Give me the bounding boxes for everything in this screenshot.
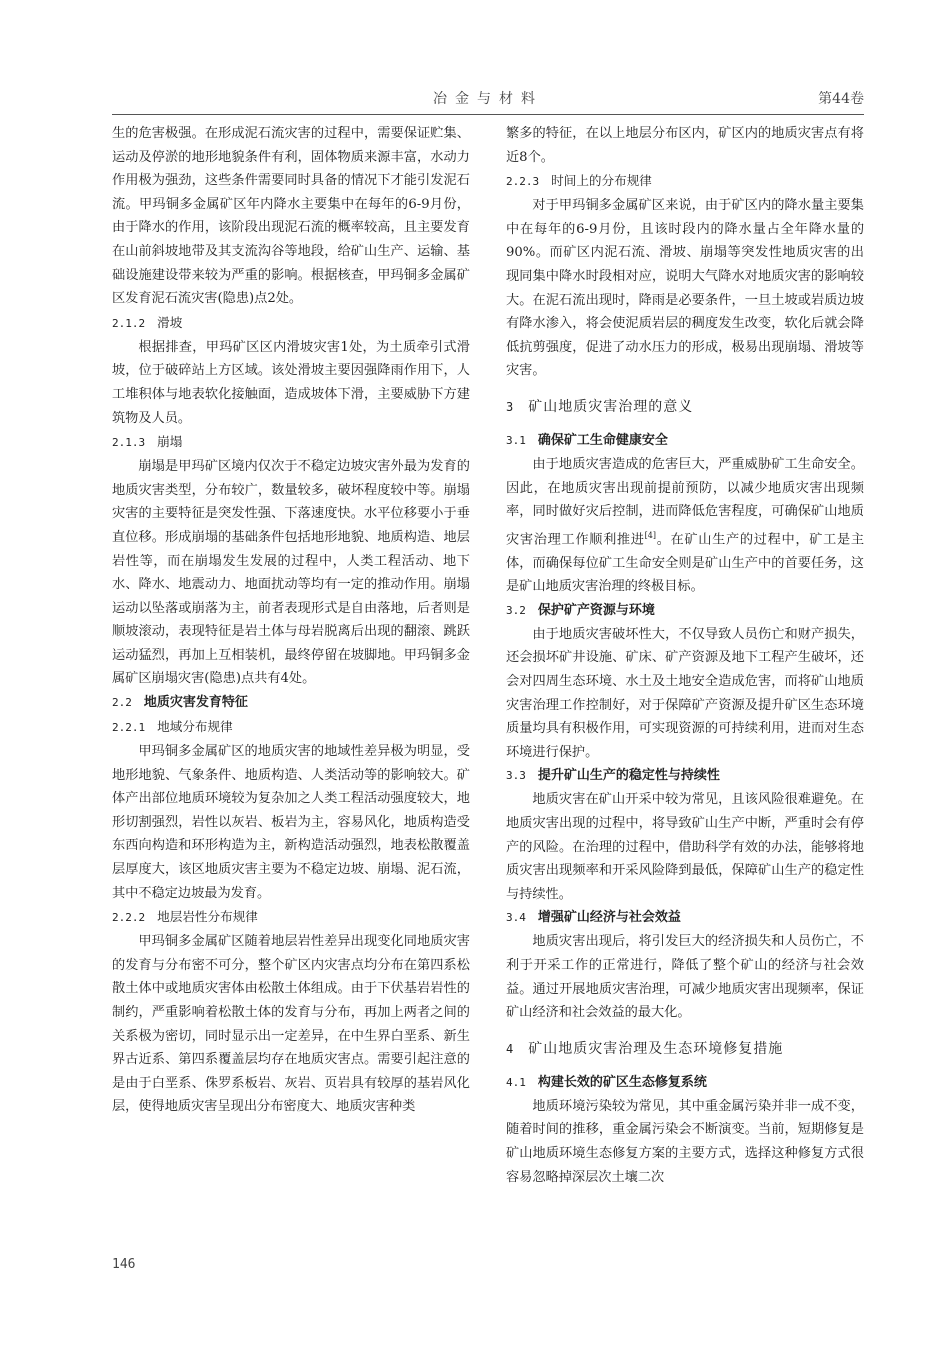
section-title: 矿山地质灾害治理的意义: [528, 398, 694, 415]
paragraph: 甲玛铜多金属矿区随着地层岩性差异出现变化同地质灾害的发育与分布密不可分，整个矿区内灾害点均分布在第四系松散土体中或地质灾害体由松散土体组成。由于下伏基岩岩性的制约，严重影响着松散土体的发育与分布，再加上两者之间的关系极为密切，同时显示出一定差异，在中生界白垩系、新生界古近系、第四系覆盖层均存在地质灾害点。需要引起注意的是由于白垩系、侏罗系板岩、灰岩、页岩具有较厚的基岩风化层，使得地质灾害呈现出分布密度大、地质灾害种类: [112, 934, 470, 1115]
section-number: 2.1.3: [112, 436, 146, 450]
section-number: 2.2.1: [112, 721, 146, 735]
section-number: 3.3: [506, 769, 526, 783]
section-title: 提升矿山生产的稳定性与持续性: [537, 768, 720, 784]
section-title: 时间上的分布规律: [551, 173, 652, 189]
section-heading-2-2-3: [506, 169, 864, 194]
section-heading-4-1: [506, 1071, 864, 1095]
header-rule: [112, 114, 864, 115]
section-number: 2.2: [112, 696, 132, 710]
section-title: 确保矿工生命健康安全: [537, 432, 668, 448]
section-title: 崩塌: [157, 434, 183, 450]
section-heading-3: [506, 395, 864, 419]
running-header: [112, 88, 864, 112]
paragraph: [506, 453, 864, 599]
section-heading-3-3: [506, 764, 864, 788]
paragraph: 对于甲玛铜多金属矿区来说，由于矿区内的降水量主要集中在每年的6-9月份，且该时段内的降水量占全年降水量的90%。而矿区内泥石流、滑坡、崩塌等突发性地质灾害的出现同集中降水时段相对应，说明大气降水对地质灾害的影响较大。在泥石流出现时，降雨是必要条件，一旦土坡或岩质边坡有降水渗入，将会使泥质岩层的稠度发生改变，软化后就会降低抗剪强度，促进了动水压力的形成，极易出现崩塌、滑坡等灾害。: [506, 198, 864, 379]
section-number: 2.2.2: [112, 911, 146, 925]
section-number: 3.1: [506, 433, 526, 447]
left-column: [112, 122, 470, 1119]
section-title: 地域分布规律: [157, 719, 233, 735]
paragraph: 生的危害极强。在形成泥石流灾害的过程中，需要保证贮集、运动及停淤的地形地貌条件有利，固体物质来源丰富，水动力作用极为强劲，这些条件需要同时具备的情况下才能引发泥石流。甲玛铜多金属矿区年内降水主要集中在每年的6-9月份，由于降水的作用，该阶段出现泥石流的概率较高，且主要发育在山前斜坡地带及其支流沟谷等地段，给矿山生产、运输、基础设施建设带来较为严重的影响。根据核查，甲玛铜多金属矿区发育泥石流灾害(隐患)点2处。: [112, 126, 470, 307]
paragraph: 地质环境污染较为常见，其中重金属污染并非一成不变，随着时间的推移，重金属污染会不断演变。当前，短期修复是矿山地质环境生态修复方案的主要方式，选择这种修复方式很容易忽略掉深层次土壤二次: [506, 1098, 864, 1185]
section-number: 2.2.3: [506, 175, 540, 189]
paragraph-text: 。在矿山生产的过程中，矿工是主体，而确保每位矿工生命安全则是矿山生产中的首要任务，这是矿山地质灾害治理的终极目标。: [506, 532, 865, 595]
paragraph: 甲玛铜多金属矿区的地质灾害的地域性差异极为明显，受地形地貌、气象条件、地质构造、人类活动等的影响较大。矿体产出部位地质环境较为复杂加之人类工程活动强度较大，地形切割强烈，岩性以灰岩、板岩为主，容易风化，地质构造受东西向构造和环形构造为主，新构造活动强烈，地表松散覆盖层厚度大，该区地质灾害主要为不稳定边坡、崩塌、泥石流，其中不稳定边坡最为发育。: [112, 744, 470, 901]
section-heading-2-2-2: [112, 905, 470, 930]
journal-name: 冶金与材料: [433, 91, 543, 107]
citation-ref: [4]: [644, 530, 657, 540]
right-column: [506, 122, 864, 1189]
paragraph: 地质灾害在矿山开采中较为常见，且该风险很难避免。在地质灾害出现的过程中，将导致矿山生产中断，严重时会有停产的风险。在治理的过程中，借助科学有效的办法，能够将地质灾害出现频率和开采风险降到最低，保障矿山生产的稳定性与持续性。: [506, 792, 864, 902]
paragraph-text: 由于地质灾害造成的危害巨大，严重威胁矿工生命安全。因此，在地质灾害出现前提前预防，以减少地质灾害出现频率，同时做好灾后控制，进而降低危害程度，可确保矿山地质灾害治理工作顺利推进: [506, 456, 864, 548]
section-heading-2-2-1: [112, 715, 470, 740]
paragraph: 根据排查，甲玛矿区区内滑坡灾害1处，为土质牵引式滑坡，位于破碎站上方区域。该处滑坡主要因强降雨作用下，人工堆积体与地表软化接触面，造成坡体下滑，主要威胁下方建筑物及人员。: [112, 339, 470, 426]
section-title: 保护矿产资源与环境: [537, 602, 655, 618]
paragraph: 地质灾害出现后，将引发巨大的经济损失和人员伤亡，不利于开采工作的正常进行，降低了整个矿山的经济与社会效益。通过开展地质灾害治理，可减少地质灾害出现频率，保证矿山经济和社会效益的最大化。: [506, 934, 864, 1021]
section-title: 滑坡: [157, 314, 183, 330]
section-number: 3.2: [506, 603, 526, 617]
section-number: 3: [506, 399, 515, 414]
section-heading-3-4: [506, 906, 864, 930]
section-heading-4: [506, 1037, 864, 1061]
section-heading-3-2: [506, 599, 864, 623]
section-number: 2.1.2: [112, 316, 146, 330]
section-heading-2-1-2: [112, 311, 470, 336]
section-title: 地质灾害发育特征: [143, 695, 248, 711]
section-heading-2-1-3: [112, 430, 470, 455]
section-title: 矿山地质灾害治理及生态环境修复措施: [528, 1040, 784, 1057]
paragraph: 由于地质灾害破坏性大，不仅导致人员伤亡和财产损失，还会损坏矿井设施、矿床、矿产资源及地下工程产生破坏，还会对四周生态环境、水土及土地安全造成危害，而将矿山地质灾害治理工作控制好，对于保障矿产资源及提升矿区生态环境质量均具有积极作用，可实现资源的可持续利用，进而对生态环境进行保护。: [506, 626, 864, 760]
section-number: 4.1: [506, 1075, 526, 1089]
paragraph: 崩塌是甲玛矿区境内仅次于不稳定边坡灾害外最为发育的地质灾害类型，分布较广，数量较多，破坏程度较中等。崩塌灾害的主要特征是突发性强、下落速度快。水平位移要小于垂直位移。形成崩塌的基础条件包括地形地貌、地质构造、地层岩性等，而在崩塌发生发展的过程中，人类工程活动、地下水、降水、地震动力、地面扰动等均有一定的推动作用。崩塌运动以坠落或崩落为主，前者表现形式是自由落地，后者则是顺坡滚动，表现特征是岩土体与母岩脱离后出现的翻滚、跳跃运动猛烈，再加上互相装机，最终停留在坡脚地。甲玛铜多金属矿区崩塌灾害(隐患)点共有4处。: [112, 459, 470, 687]
paragraph: 繁多的特征，在以上地层分布区内，矿区内的地质灾害点有将近8个。: [506, 126, 864, 165]
section-title: 增强矿山经济与社会效益: [537, 910, 681, 926]
section-number: 4: [506, 1041, 515, 1056]
section-heading-2-2: [112, 691, 470, 715]
section-number: 3.4: [506, 911, 526, 925]
volume-number: 第44卷: [818, 91, 864, 107]
section-heading-3-1: [506, 429, 864, 453]
section-title: 地层岩性分布规律: [157, 909, 258, 925]
page-number: 146: [112, 1257, 136, 1272]
section-title: 构建长效的矿区生态修复系统: [537, 1074, 707, 1090]
